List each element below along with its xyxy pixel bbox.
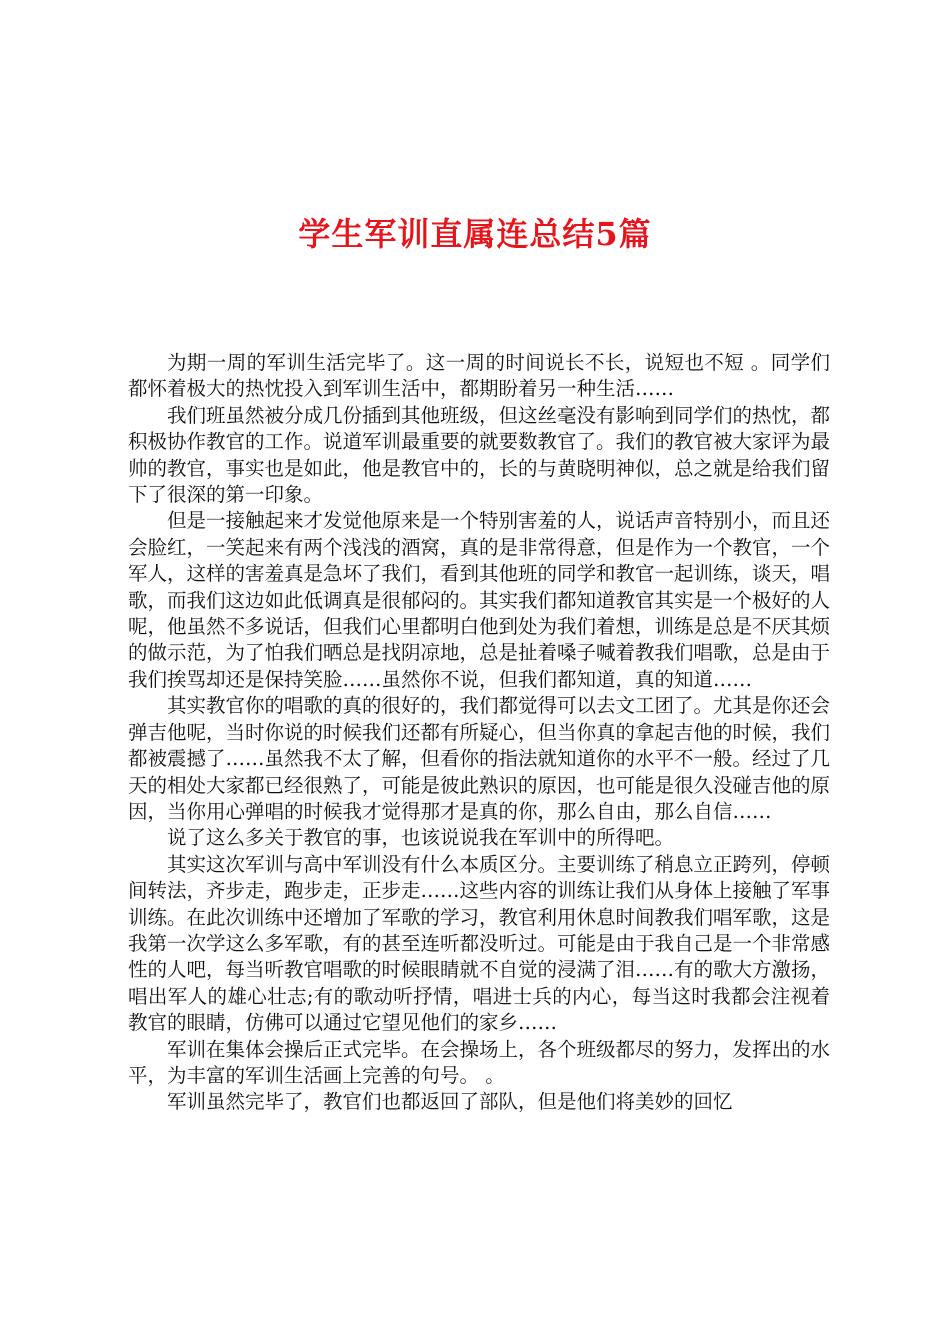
paragraph: 其实这次军训与高中军训没有什么本质区分。主要训练了稍息立正跨列，停顿间转法，齐步走，跑步走，正步走……这些内容的训练让我们从身体上接触了军事训练。在此次训练中还增加了军歌的学习，教官利用休息时间教我们唱军歌，这是我第一次学这么多军歌，有的甚至连听都没听过。可能是由于我自己是一个非常感性的人吧，每当听教官唱歌的时候眼睛就不自觉的浸满了泪……有的歌大方激扬，唱出军人的雄心壮志;有的歌动听抒情，唱进士兵的内心，每当这时我都会注视着教官的眼睛，仿佛可以通过它望见他们的家乡…… xyxy=(128,852,831,1035)
paragraph: 但是一接触起来才发觉他原来是一个特别害羞的人，说话声音特别小，而且还会脸红，一笑起来有两个浅浅的酒窝，真的是非常得意，但是作为一个教官，一个军人，这样的害羞真是急坏了我们，看到其他班的同学和教官一起训练，谈天，唱歌，而我们这边如此低调真是很郁闷的。其实我们都知道教官其实是一个极好的人呢，他虽然不多说话，但我们心里都明白他到处为我们着想，训练是总是不厌其烦的做示范，为了怕我们晒总是找阴凉地，总是扯着嗓子喊着教我们唱歌，总是由于我们挨骂却还是保持笑脸……虽然你不说，但我们都知道，真的知道…… xyxy=(128,509,831,691)
document-body xyxy=(128,350,830,1116)
paragraph: 其实教官你的唱歌的真的很好的，我们都觉得可以去文工团了。尤其是你还会弹吉他呢，当时你说的时候我们还都有所疑心，但当你真的拿起吉他的时候，我们都被震撼了……虽然我不太了解，但看你的指法就知道你的水平不一般。经过了几天的相处大家都已经很熟了，可能是彼此熟识的原因，也可能是很久没碰吉他的原因，当你用心弹唱的时候我才觉得那才是真的你，那么自由，那么自信…… xyxy=(128,694,831,823)
paragraph: 为期一周的军训生活完毕了。这一周的时间说长不长，说短也不短 。同学们都怀着极大的热忱投入到军训生活中，都期盼着另一种生活…… xyxy=(128,351,830,401)
paragraph: 军训虽然完毕了，教官们也都返回了部队，但是他们将美妙的回忆 xyxy=(167,1090,733,1114)
paragraph: 说了这么多关于教官的事，也该说说我在军训中的所得吧。 xyxy=(167,826,675,850)
document-title: 学生军训直属连总结5篇 xyxy=(298,215,652,253)
paragraph: 我们班虽然被分成几份插到其他班级，但这丝毫没有影响到同学们的热忱，都积极协作教官的工作。说道军训最重要的就要数教官了。我们的教官被大家评为最帅的教官，事实也是如此，他是教官中的，长的与黄晓明神似，总之就是给我们留下了很深的第一印象。 xyxy=(128,403,831,507)
paragraph: 军训在集体会操后正式完毕。在会操场上，各个班级都尽的努力，发挥出的水平，为丰富的军训生活画上完善的句号。 。 xyxy=(128,1037,831,1087)
